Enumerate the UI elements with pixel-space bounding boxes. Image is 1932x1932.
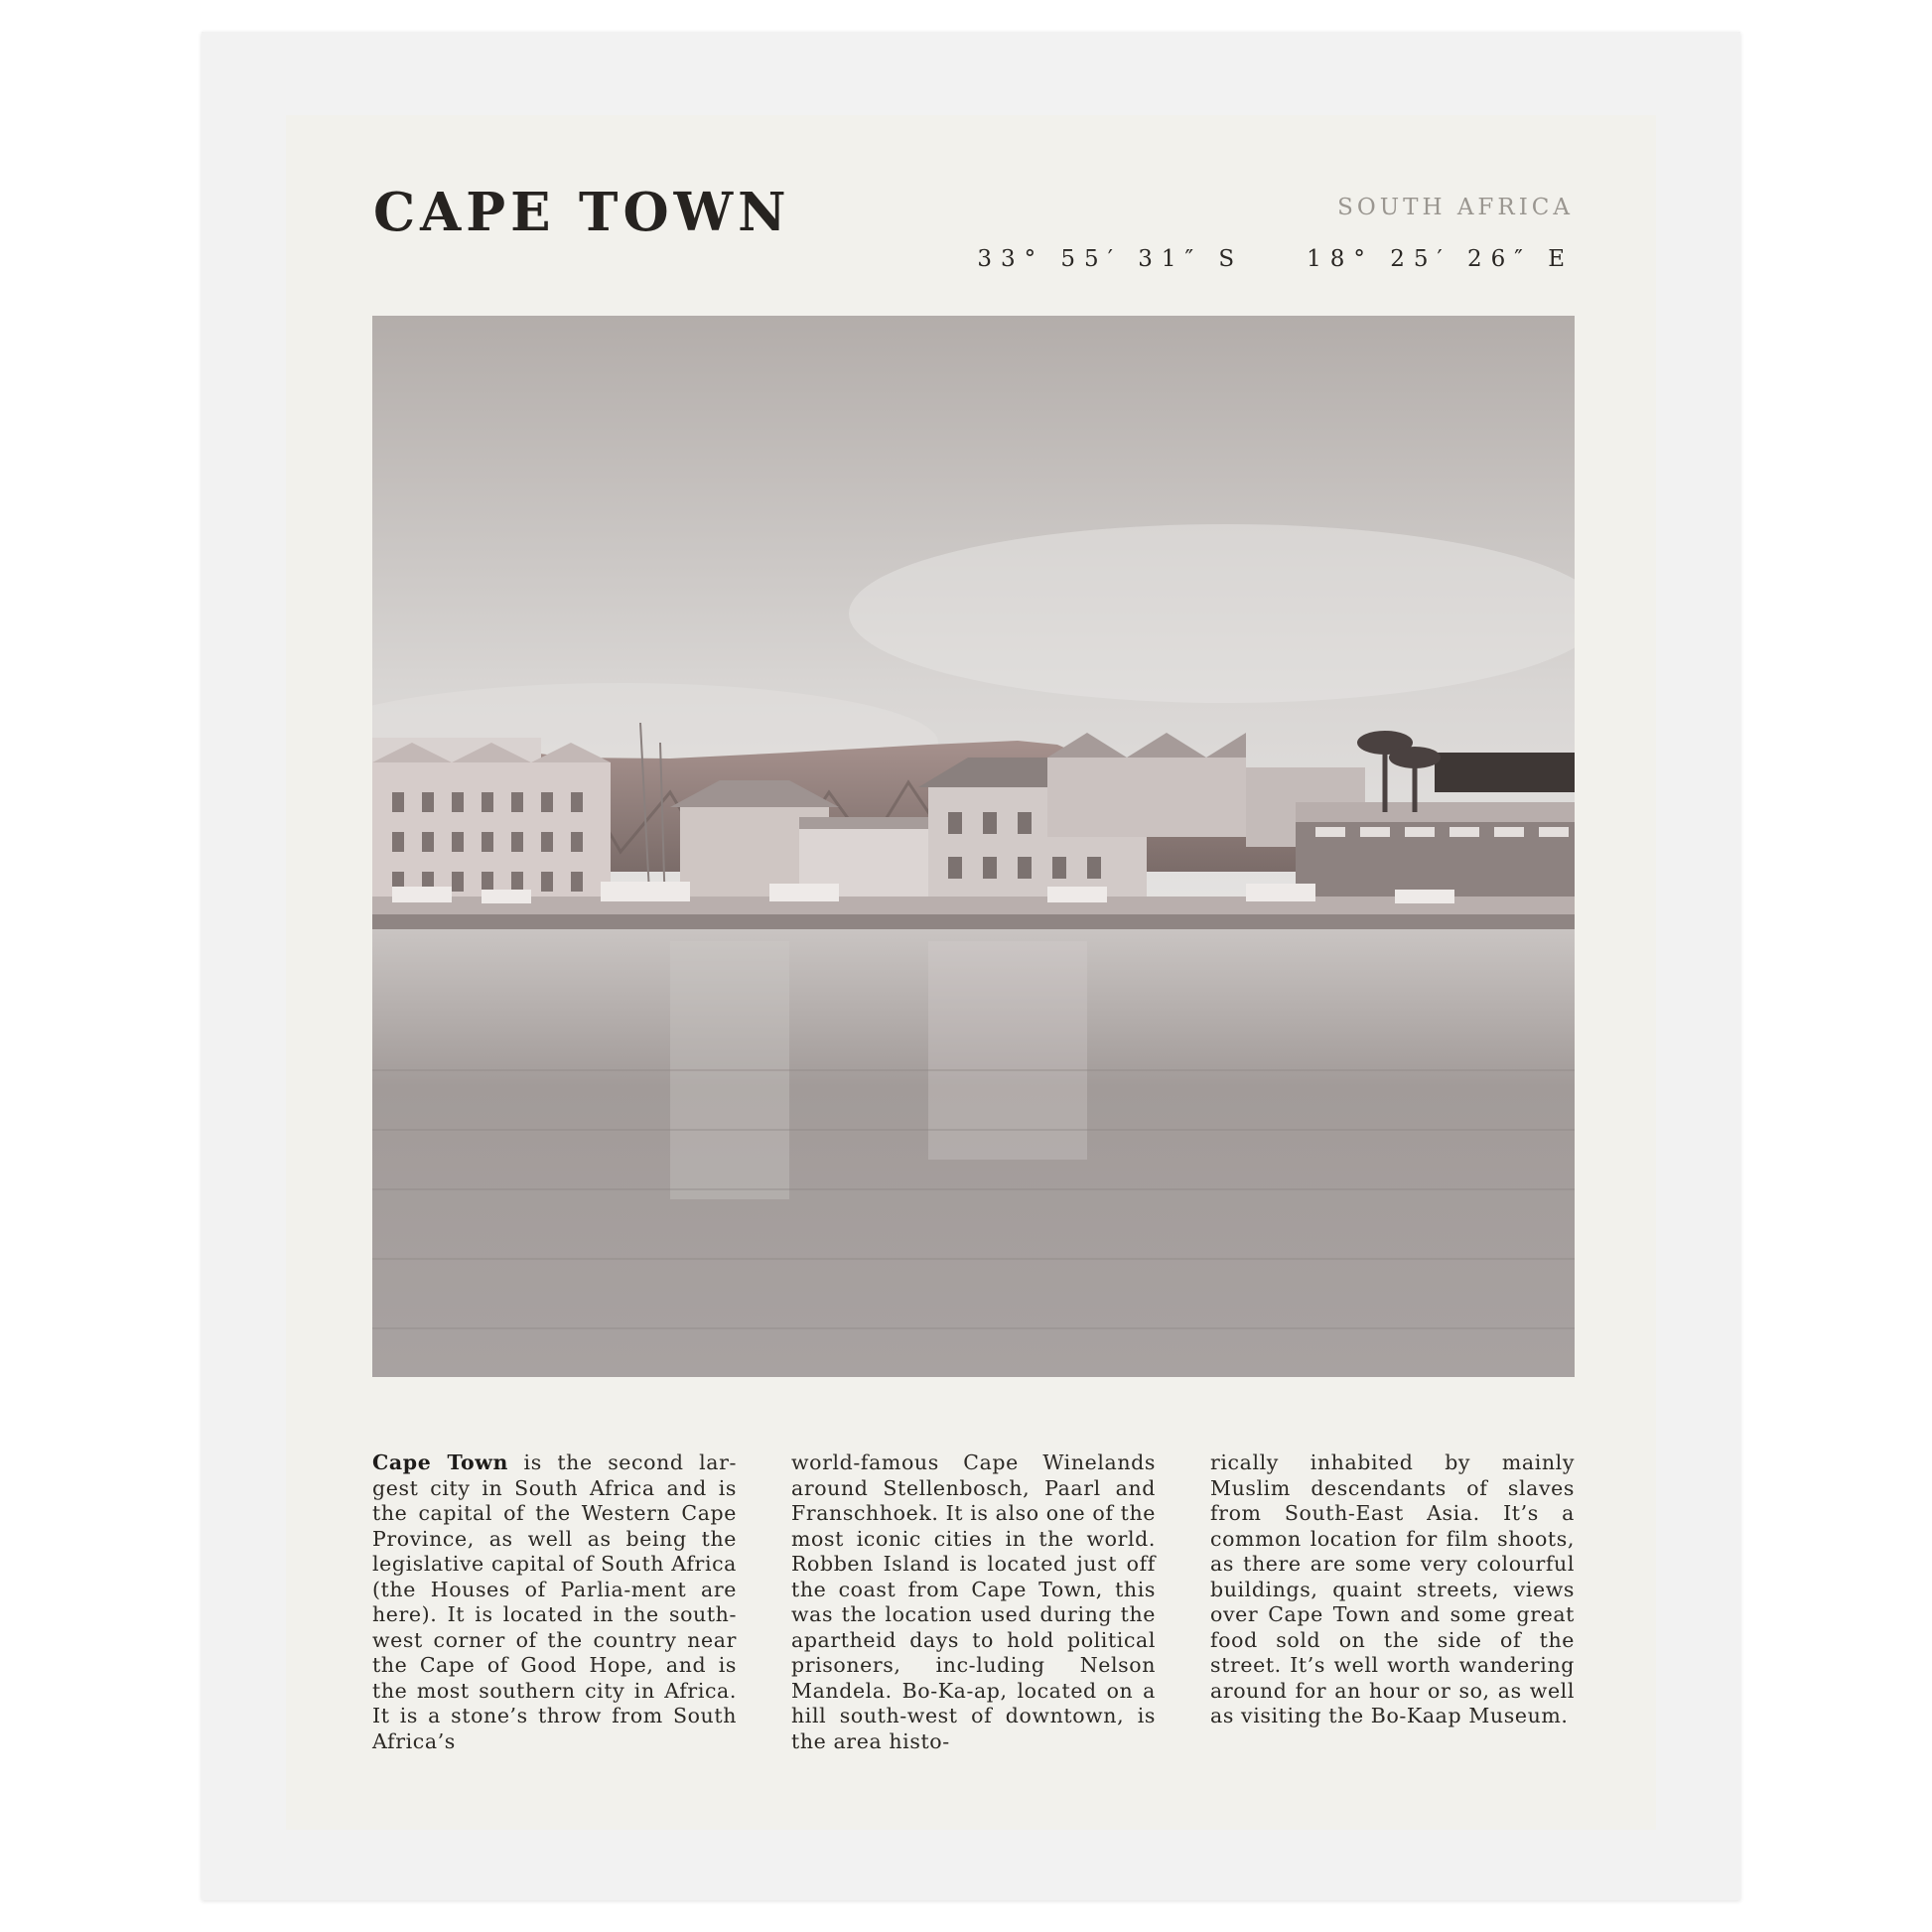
description-column-3: rically inhabited by mainly Muslim descendants of slaves from South-East Asia. It’s a common location for film shoots, as there are some very colourful buildings, quaint streets, views over Cape Town and some great food sold on the side of the street. It’s well worth wandering around for an hour or so, as well as visiting the Bo-Kaap Museum. — [1210, 1450, 1575, 1727]
longitude: 18° 25′ 26″ E — [1307, 246, 1574, 272]
description-lead: Cape Town — [372, 1450, 509, 1474]
poster-frame — [202, 32, 1740, 1900]
description-columns — [372, 1450, 1575, 1754]
description-column-2: world-famous Cape Winelands around Stellenbosch, Paarl and Franschhoek. It is also one of the most iconic cities in the world. Robben Island is located just off the coast from Cape Town, this was the location used during the apartheid days to hold political prisoners, inc-luding Nelson Mandela. Bo-Ka-ap, located on a hill south-west of downtown, is the area histo- — [791, 1450, 1156, 1753]
country-label: SOUTH AFRICA — [1337, 195, 1574, 220]
latitude: 33° 55′ 31″ S — [977, 246, 1244, 272]
waterfront-table-mountain-photo — [372, 316, 1575, 1377]
poster-paper — [286, 115, 1656, 1830]
description-column-1 — [372, 1450, 737, 1754]
description-col1-text: is the second lar-gest city in South Africa and is the capital of the Western Cape Province, as well as being the legislative capital of South Africa (the Houses of Parlia-ment are here). It is located in the south-west corner of the country near the Cape of Good Hope, and is the most southern city in Africa. It is a stone’s throw from South Africa’s — [372, 1450, 738, 1753]
city-title: CAPE TOWN — [373, 182, 791, 243]
coordinates — [977, 248, 1574, 271]
